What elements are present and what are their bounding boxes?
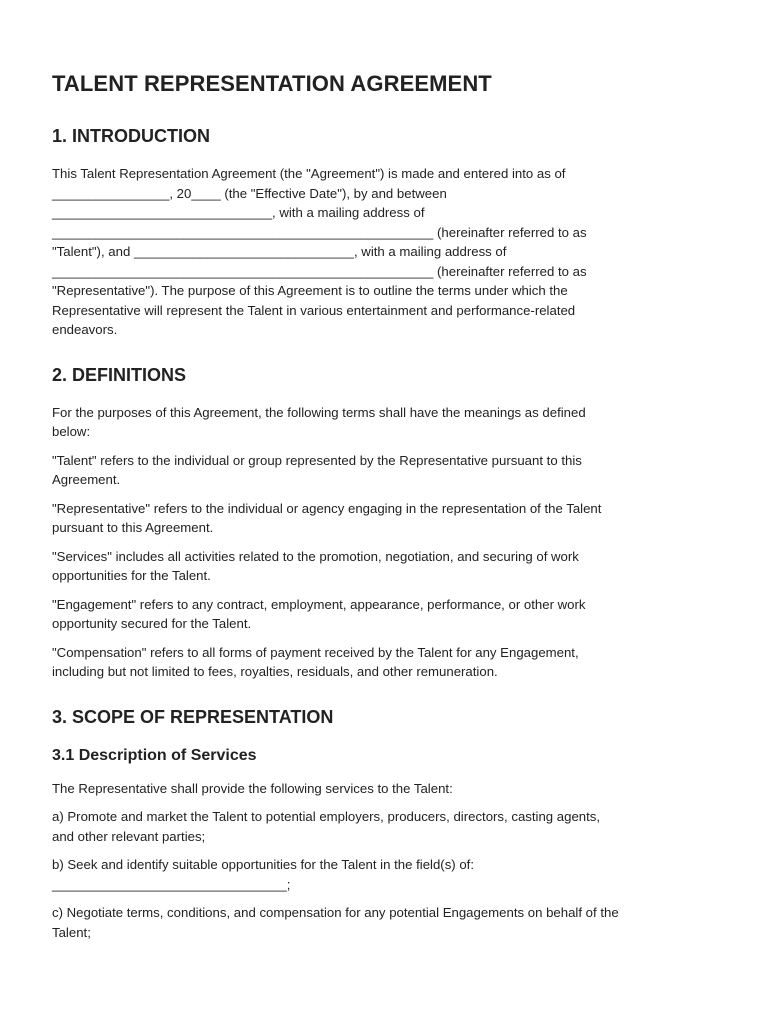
section-heading-definitions: 2. DEFINITIONS — [52, 364, 187, 385]
definitions-lead-paragraph: For the purposes of this Agreement, the following terms shall have the meanings as defined below: — [52, 404, 586, 439]
introduction-paragraph: This Talent Representation Agreement (the "Agreement") is made and entered into as of ________________, 20____ (the "Effective Date"), by and between ______________________________, with a mailing address of ____________________________________________________ (hereinafter referred to as "Talent"), and ______________________________, with a mailing address of ____________________________________________________ (hereinafter referred to as "Representative"). The purpose of this Agreement is to outline the terms under which the Representative will represent the Talent in various entertainment and performance-related endeavors. — [52, 166, 587, 337]
definition-services: "Services" includes all activities related to the promotion, negotiation, and securing of work opportunities for the Talent. — [52, 548, 579, 583]
definition-compensation: "Compensation" refers to all forms of payment received by the Talent for any Engagement, including but not limited to fees, royalties, residuals, and other remuneration. — [52, 644, 579, 679]
scope-item-b: b) Seek and identify suitable opportunities for the Talent in the field(s) of: ________________________________; — [52, 857, 475, 892]
document-title: TALENT REPRESENTATION AGREEMENT — [52, 71, 492, 96]
definition-talent: "Talent" refers to the individual or group represented by the Representative pursuant to this Agreement. — [52, 452, 582, 487]
scope-lead-paragraph: The Representative shall provide the following services to the Talent: — [52, 780, 453, 796]
section-heading-scope: 3. SCOPE OF REPRESENTATION — [52, 706, 334, 727]
document-page — [52, 70, 724, 951]
scope-item-a: a) Promote and market the Talent to potential employers, producers, directors, casting agents, and other relevant parties; — [52, 809, 601, 844]
subsection-heading-description-of-services: 3.1 Description of Services — [52, 746, 257, 764]
definition-representative: "Representative" refers to the individual or agency engaging in the representation of the Talent pursuant to this Agreement. — [52, 500, 602, 535]
section-heading-introduction: 1. INTRODUCTION — [52, 126, 211, 146]
definition-engagement: "Engagement" refers to any contract, employment, appearance, performance, or other work opportunity secured for the Talent. — [52, 596, 586, 631]
scope-item-c: c) Negotiate terms, conditions, and compensation for any potential Engagements on behalf of the Talent; — [52, 905, 619, 940]
